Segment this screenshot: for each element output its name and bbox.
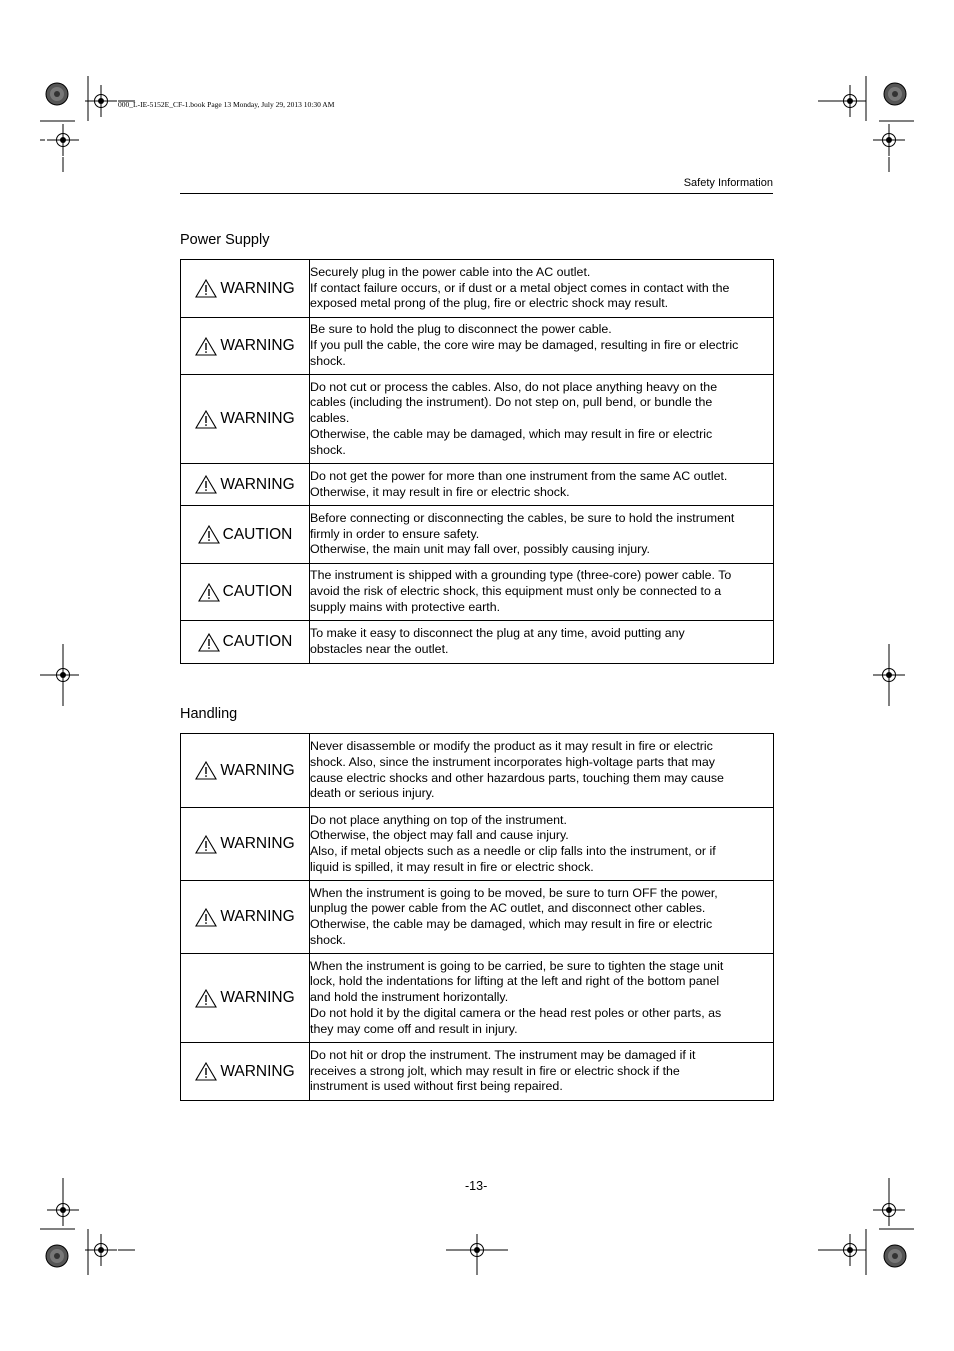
- row-text-line: Otherwise, the object may fall and cause injury.: [310, 828, 569, 843]
- table-row: [181, 375, 774, 464]
- row-text-line: Be sure to hold the plug to disconnect the power cable.: [310, 322, 612, 337]
- row-text-line: cables.: [310, 411, 350, 426]
- row-text-line: obstacles near the outlet.: [310, 642, 449, 656]
- row-text-line: shock.: [310, 442, 346, 457]
- row-text-line: The instrument is shipped with a grounding type (three-core) power cable. To: [310, 568, 732, 583]
- severity-label: WARNING: [220, 1062, 295, 1080]
- row-text-line: lock, hold the indentations for lifting at the left and right of the bottom panel: [310, 974, 720, 989]
- row-text-line: Never disassemble or modify the product as it may result in fire or electric: [310, 739, 713, 754]
- row-text-line: shock.: [310, 353, 346, 368]
- row-text-line: Do not get the power for more than one instrument from the same AC outlet.: [310, 468, 728, 483]
- warning-triangle-icon: [195, 761, 217, 780]
- row-text-line: cause electric shocks and other hazardous parts, touching them may cause: [310, 770, 724, 785]
- severity-label: WARNING: [220, 410, 295, 428]
- row-text-line: Otherwise, it may result in fire or electric shock.: [310, 484, 570, 499]
- table-row: [181, 954, 774, 1043]
- row-text-line: Otherwise, the cable may be damaged, which may result in fire or electric: [310, 917, 713, 931]
- warning-triangle-icon: [195, 835, 217, 854]
- table-row: [181, 621, 774, 664]
- handling-table: [180, 733, 774, 1101]
- row-text-line: If contact failure occurs, or if dust or a metal object comes in contact with the: [310, 280, 730, 295]
- row-text-line: cables (including the instrument). Do not step on, pull bend, or bundle the: [310, 395, 713, 410]
- table-row: [181, 260, 774, 318]
- row-text-line: Otherwise, the main unit may fall over, possibly causing injury.: [310, 542, 650, 557]
- severity-label: WARNING: [220, 989, 295, 1007]
- section-title-handling: Handling: [180, 706, 238, 722]
- table-row: [181, 734, 774, 808]
- severity-label: WARNING: [220, 908, 295, 926]
- severity-label: CAUTION: [222, 583, 293, 601]
- table-row: [181, 881, 774, 954]
- warning-triangle-icon: [195, 989, 217, 1008]
- row-text-line: Do not hold it by the digital camera or the head rest poles or other parts, as: [310, 1005, 722, 1020]
- severity-label: CAUTION: [222, 525, 293, 543]
- table-row: [181, 318, 774, 375]
- row-text-line: firmly in order to ensure safety.: [310, 526, 480, 541]
- warning-triangle-icon: [195, 1062, 217, 1081]
- caution-triangle-icon: [198, 525, 220, 544]
- severity-label: WARNING: [220, 279, 295, 297]
- row-text-line: instrument is used without first being repaired.: [310, 1079, 563, 1094]
- row-text-line: death or serious injury.: [310, 786, 435, 801]
- severity-label: WARNING: [220, 475, 295, 493]
- row-text-line: When the instrument is going to be moved, be sure to turn OFF the power,: [310, 885, 718, 900]
- power-supply-table: [180, 259, 774, 664]
- warning-triangle-icon: [195, 279, 217, 298]
- row-text-line: shock.: [310, 932, 346, 947]
- running-header: Safety Information: [683, 177, 773, 189]
- row-text-line: and hold the instrument horizontally.: [310, 990, 509, 1005]
- row-text-line: If you pull the cable, the core wire may be damaged, resulting in fire or electric: [310, 338, 739, 353]
- row-text-line: When the instrument is going to be carried, be sure to tighten the stage unit: [310, 958, 724, 973]
- row-text-line: Otherwise, the cable may be damaged, which may result in fire or electric: [310, 426, 713, 441]
- row-text-line: Before connecting or disconnecting the cables, be sure to hold the instrument: [310, 510, 735, 525]
- row-text-line: Do not place anything on top of the instrument.: [310, 812, 567, 827]
- warning-triangle-icon: [195, 908, 217, 927]
- warning-triangle-icon: [195, 475, 217, 494]
- table-row: [181, 564, 774, 621]
- table-row: [181, 506, 774, 564]
- row-text-line: exposed metal prong of the plug, fire or electric shock may result.: [310, 296, 669, 311]
- row-text-line: Securely plug in the power cable into the AC outlet.: [310, 264, 591, 279]
- row-text-line: unplug the power cable from the AC outlet, and disconnect other cables.: [310, 901, 706, 916]
- severity-label: WARNING: [220, 337, 295, 355]
- row-text-line: liquid is spilled, it may result in fire or electric shock.: [310, 859, 594, 874]
- warning-triangle-icon: [195, 337, 217, 356]
- page-number: -13-: [465, 1179, 488, 1193]
- table-row: [181, 464, 774, 506]
- severity-label: CAUTION: [222, 633, 293, 651]
- row-text-line: avoid the risk of electric shock, this equipment must only be connected to a: [310, 584, 722, 599]
- section-title-power-supply: Power Supply: [180, 232, 270, 248]
- row-text-line: supply mains with protective earth.: [310, 599, 501, 614]
- row-text-line: receives a strong jolt, which may result in fire or electric shock if the: [310, 1063, 680, 1078]
- warning-triangle-icon: [195, 410, 217, 429]
- row-text-line: Do not cut or process the cables. Also, do not place anything heavy on the: [310, 379, 718, 394]
- severity-label: WARNING: [220, 761, 295, 779]
- row-text-line: Also, if metal objects such as a needle or clip falls into the instrument, or if: [310, 844, 716, 858]
- header-rule: [180, 193, 773, 194]
- caution-triangle-icon: [198, 633, 220, 652]
- table-row: [181, 1043, 774, 1101]
- row-text-line: shock. Also, since the instrument incorporates high-voltage parts that may: [310, 754, 715, 769]
- caution-triangle-icon: [198, 583, 220, 602]
- table-row: [181, 808, 774, 881]
- row-text-line: Do not hit or drop the instrument. The instrument may be damaged if it: [310, 1047, 696, 1062]
- row-text-line: To make it easy to disconnect the plug at any time, avoid putting any: [310, 626, 685, 641]
- print-info: 000_L-IE-5152E_CF-1.book Page 13 Monday, July 29, 2013 10:30 AM: [118, 100, 335, 109]
- row-text-line: they may come off and result in injury.: [310, 1021, 518, 1036]
- severity-label: WARNING: [220, 835, 295, 853]
